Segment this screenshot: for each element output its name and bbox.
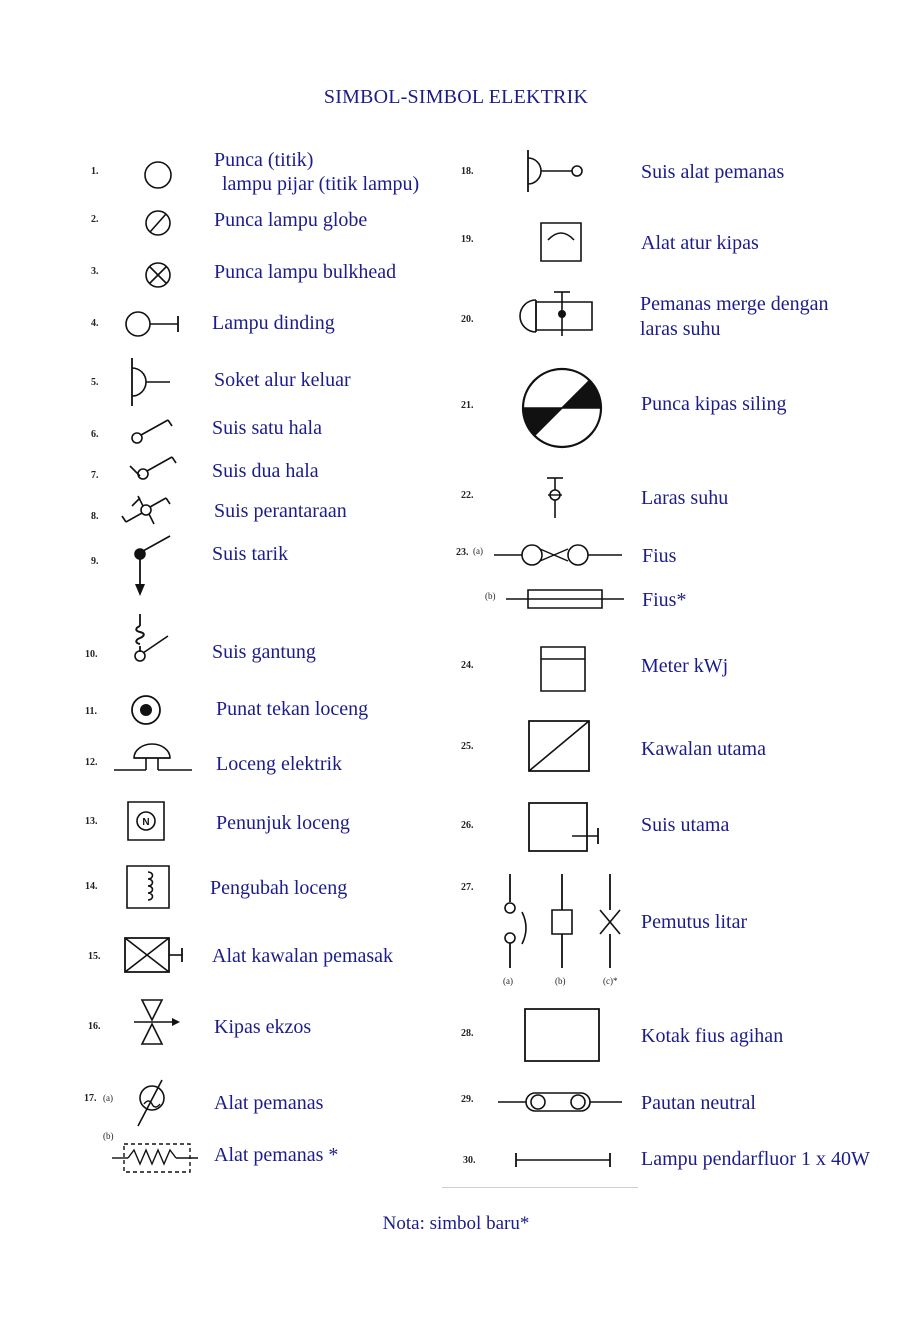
sub-label-b: (b) (555, 976, 566, 986)
item-number: 28. (461, 1028, 474, 1039)
fuse-icon (492, 538, 626, 572)
item-label-line2: lampu pijar (titik lampu) (222, 173, 420, 195)
item-number: 14. (85, 881, 98, 892)
bell-push-icon (128, 692, 164, 728)
fan-regulator-icon (538, 220, 584, 264)
item-number: 15. (88, 951, 101, 962)
item-label-line2: Fius* (642, 589, 687, 611)
item-label: Punca kipas siling (641, 393, 787, 415)
item-number: 9. (91, 556, 99, 567)
item-label: Laras suhu (641, 487, 729, 509)
item-label: Lampu pendarfluor 1 x 40W (641, 1148, 870, 1170)
item-number: 16. (88, 1021, 101, 1032)
item-label: Kotak fius agihan (641, 1025, 784, 1047)
bell-indicator-icon (126, 800, 166, 842)
item-label: Alat atur kipas (641, 232, 759, 254)
sub-label-c: (c)* (603, 976, 618, 986)
item-number: 4. (91, 318, 99, 329)
pendant-switch-icon (128, 612, 176, 670)
ceiling-fan-icon (520, 366, 604, 450)
wall-lamp-icon (120, 306, 184, 342)
item-number: 8. (91, 511, 99, 522)
page-title: SIMBOL-SIMBOL ELEKTRIK (323, 86, 589, 108)
item-number: 10. (85, 649, 98, 660)
item-label: Alat pemanas (214, 1092, 324, 1114)
item-number: 19. (461, 234, 474, 245)
item-label: Pautan neutral (641, 1092, 756, 1114)
sub-label-a: (a) (103, 1093, 113, 1103)
immersion-heater-icon (516, 286, 596, 342)
thermostat-icon (540, 474, 570, 520)
item-number: 21. (461, 400, 474, 411)
item-number: 30. (463, 1155, 476, 1166)
item-number: 27. (461, 882, 474, 893)
item-label: Penunjuk loceng (216, 812, 350, 834)
sub-label-b: (b) (485, 591, 496, 601)
item-label: Kawalan utama (641, 738, 766, 760)
neutral-link-icon (496, 1088, 626, 1116)
item-number: 17. (84, 1093, 97, 1104)
item-label: Suis alat pemanas (641, 161, 785, 183)
item-label: Soket alur keluar (214, 369, 351, 391)
exhaust-fan-icon (130, 996, 184, 1050)
item-number: 29. (461, 1094, 474, 1105)
item-number: 6. (91, 429, 99, 440)
footnote: Nota: simbol baru* (382, 1213, 530, 1234)
item-number: 11. (85, 706, 97, 717)
sub-label-b: (b) (103, 1131, 114, 1141)
item-label: Suis utama (641, 814, 730, 836)
item-label: Suis satu hala (212, 417, 322, 439)
kwh-meter-icon (538, 644, 588, 694)
item-label: Alat kawalan pemasak (212, 945, 394, 967)
svg-text:N: N (142, 817, 150, 828)
item-label: Suis perantaraan (214, 500, 347, 522)
item-number: 22. (461, 490, 474, 501)
item-label: Punca lampu globe (214, 209, 368, 231)
circuit-breaker-icon (496, 872, 632, 976)
item-label: Suis dua hala (212, 460, 319, 482)
fluorescent-lamp-icon (512, 1148, 614, 1172)
item-label-line2: Alat pemanas * (214, 1144, 339, 1166)
item-label: Pemanas merge dengan (640, 293, 829, 315)
item-label: Loceng elektrik (216, 753, 343, 775)
item-number: 23. (456, 547, 469, 558)
item-label: Punca lampu bulkhead (214, 261, 397, 283)
item-number: 26. (461, 820, 474, 831)
circle-x-icon (140, 257, 176, 293)
item-number: 24. (461, 660, 474, 671)
item-number: 7. (91, 470, 99, 481)
item-number: 5. (91, 377, 99, 388)
heater-icon (130, 1076, 174, 1130)
pull-switch-icon (128, 532, 176, 602)
heater-new-icon (108, 1138, 202, 1178)
sub-label-a: (a) (473, 546, 483, 556)
distribution-board-icon (522, 1006, 602, 1064)
item-label: Pengubah loceng (210, 877, 348, 899)
item-number: 12. (85, 757, 98, 768)
divider-line (442, 1187, 638, 1188)
item-number: 1. (91, 166, 99, 177)
two-way-switch-icon (128, 452, 180, 486)
item-label: Suis gantung (212, 641, 316, 663)
item-label-line2: laras suhu (640, 318, 721, 340)
electric-bell-icon (110, 738, 196, 774)
cooker-control-icon (122, 935, 188, 975)
intermediate-switch-icon (118, 492, 174, 528)
item-label: Fius (642, 545, 677, 567)
fuse-new-icon (504, 586, 628, 612)
item-number: 20. (461, 314, 474, 325)
item-number: 3. (91, 266, 99, 277)
circle-lamp-icon (140, 157, 176, 193)
item-label: Lampu dinding (212, 312, 335, 334)
socket-outlet-icon (126, 356, 174, 408)
item-label: Pemutus litar (641, 911, 748, 933)
main-switch-icon (526, 800, 602, 856)
circle-slash-icon (140, 205, 176, 241)
item-label: Meter kWj (641, 655, 729, 677)
heater-switch-icon (522, 148, 588, 194)
item-number: 18. (461, 166, 474, 177)
item-label: Punca (titik) (214, 149, 314, 171)
one-way-switch-icon (128, 414, 176, 448)
item-number: 13. (85, 816, 98, 827)
sub-label-a: (a) (503, 976, 513, 986)
main-control-icon (526, 718, 592, 774)
item-number: 25. (461, 741, 474, 752)
item-number: 2. (91, 214, 99, 225)
item-label: Punat tekan loceng (216, 698, 369, 720)
item-label: Kipas ekzos (214, 1016, 312, 1038)
item-label: Suis tarik (212, 543, 289, 565)
bell-transformer-icon (124, 864, 172, 910)
